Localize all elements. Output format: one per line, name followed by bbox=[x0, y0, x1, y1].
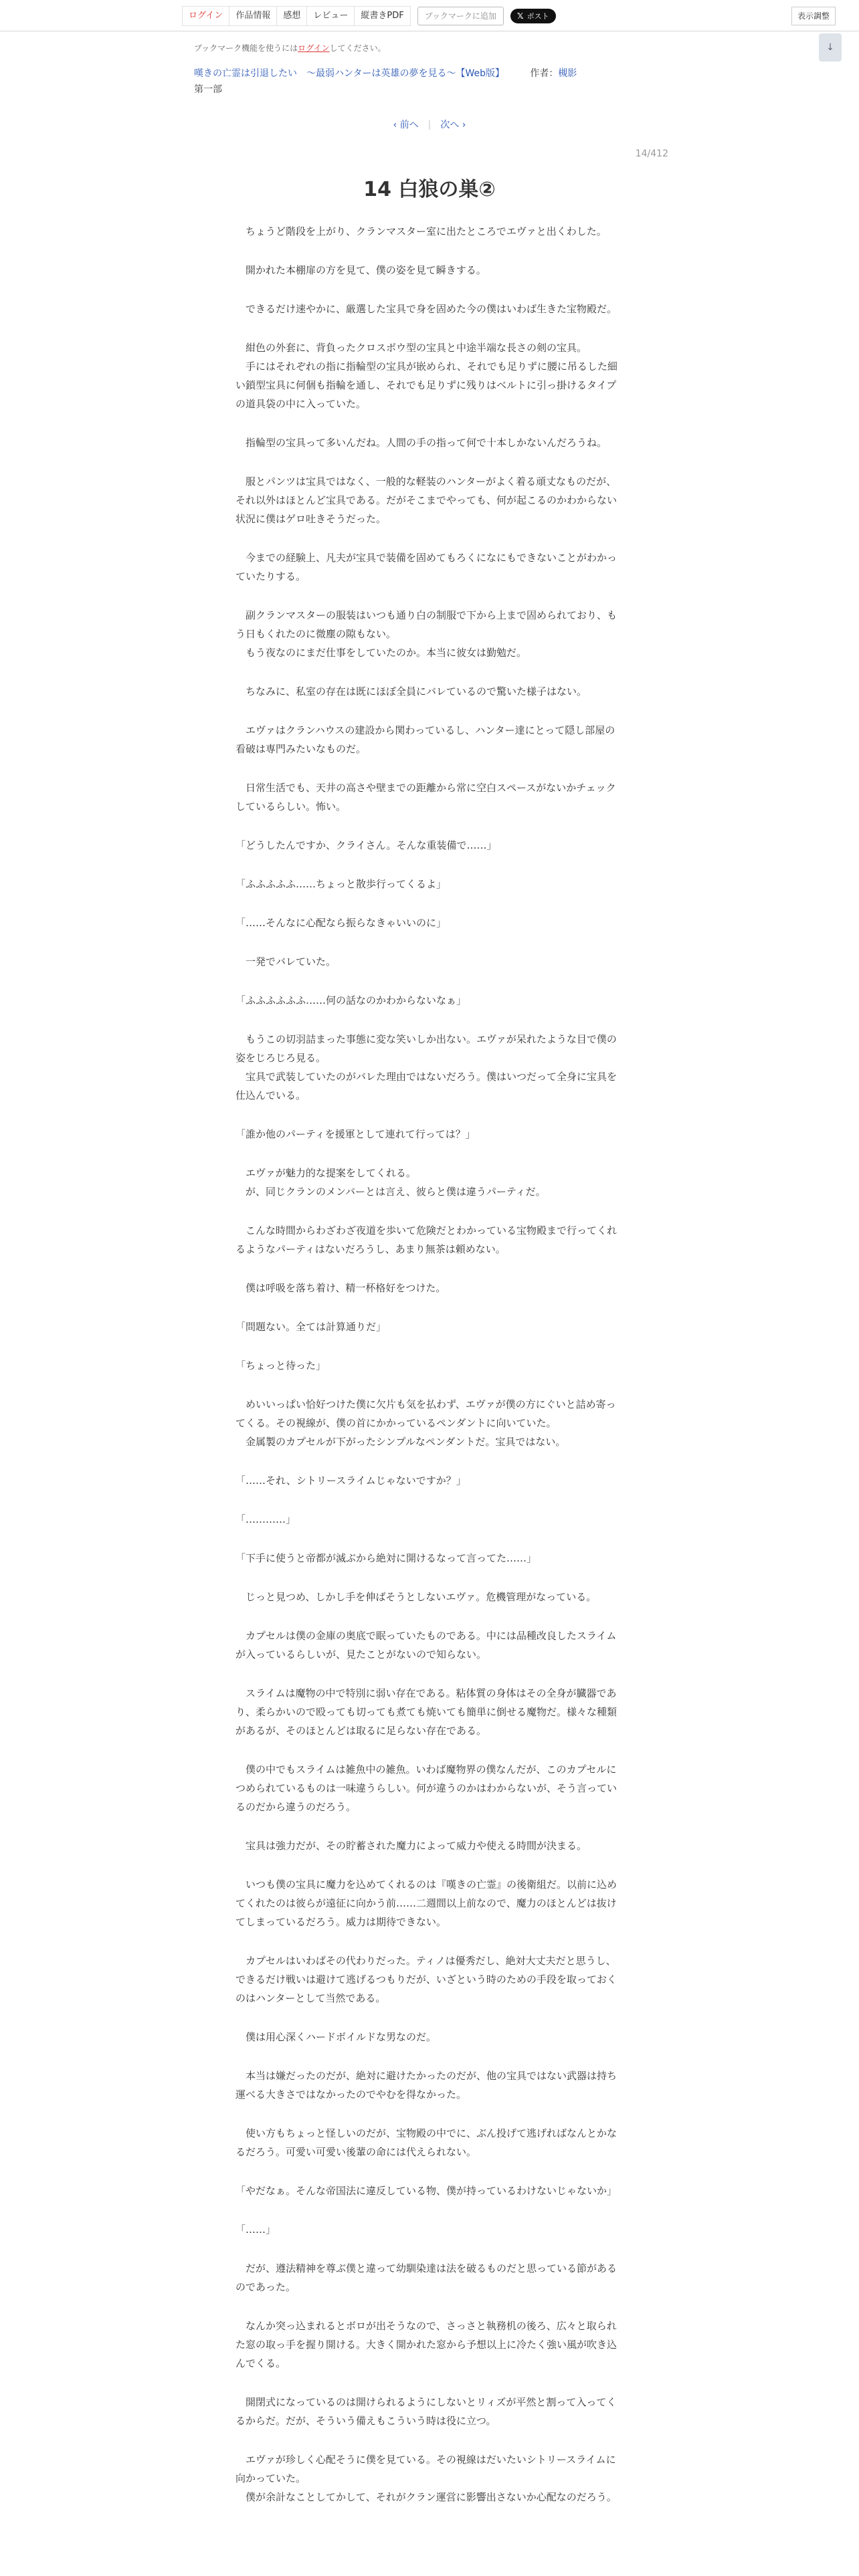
login-link[interactable]: ログイン bbox=[182, 6, 229, 26]
body-paragraph: じっと見つめ、しかし手を伸ばそうとしないエヴァ。危機管理がなっている。 bbox=[235, 1591, 597, 1603]
body-paragraph: 日常生活でも、天井の高さや壁までの距離から常に空白スペースがないかチェックしているらしい。怖い。 bbox=[235, 782, 616, 813]
pager-divider: | bbox=[427, 120, 432, 130]
body-paragraph: 開閉式になっているのは開けられるようにしないとリィズが平然と割って入ってくるからだ。だが、そういう備えもこういう時は役に立つ。 bbox=[235, 2396, 617, 2427]
body-paragraph: 僕は用心深くハードボイルドな男なのだ。 bbox=[235, 2031, 437, 2043]
page-number: 14/412 bbox=[635, 148, 668, 159]
body-paragraph: 僕は呼吸を落ち着け、精一杯格好をつけた。 bbox=[235, 1282, 446, 1294]
body-paragraph: 宝具は強力だが、その貯蓄された魔力によって威力や使える時間が決まる。 bbox=[235, 1840, 587, 1852]
body-paragraph: なんか突っ込まれるとボロが出そうなので、さっさと執務机の後ろ、広々と取られた窓の取っ手を握り開ける。大きく開かれた窓から予想以上に冷たく強い風が吹き込んでくる。 bbox=[235, 2320, 617, 2369]
body-paragraph: めいいっぱい恰好つけた僕に欠片も気を払わず、エヴァが僕の方にぐいと詰め寄ってくる。その視線が、僕の首にかかっているペンダントに向いていた。 金属製のカプセルが下がったシンプルなペンダントだ。宝具ではない。 bbox=[235, 1398, 616, 1448]
top-bar bbox=[0, 0, 859, 31]
vertical-pdf-link[interactable]: 縦書きPDF bbox=[355, 6, 410, 26]
body-paragraph: 「…………」 bbox=[235, 1513, 296, 1525]
body-paragraph: カプセルは僕の金庫の奥底で眠っていたものである。中には品種改良したスライムが入っているらしいが、見たことがないので知らない。 bbox=[235, 1630, 617, 1660]
work-info-link[interactable]: 作品情報 bbox=[229, 6, 277, 26]
body-paragraph: ちょうど階段を上がり、クランマスター室に出たところでエヴァと出くわした。 bbox=[235, 225, 607, 237]
body-paragraph: カプセルはいわばその代わりだった。ティノは優秀だし、絶対大丈夫だと思うし、できるだけ戦いは避けて逃げるつもりだが、いざという時のための手段を取っておくのはハンターとして当然である。 bbox=[235, 1955, 617, 2004]
body-paragraph: 副クランマスターの服装はいつも通り白の制服で下から上まで固められており、もう日もくれたのに微塵の隙もない。 もう夜なのにまだ仕事をしていたのか。本当に彼女は勤勉だ。 bbox=[235, 609, 617, 659]
impressions-link[interactable]: 感想 bbox=[277, 6, 307, 26]
body-paragraph: もうこの切羽詰まった事態に変な笑いしか出ない。エヴァが呆れたような目で僕の姿をじろじろ見る。 宝具で武装していたのがバレた理由ではないだろう。僕はいつだって全身に宝具を仕込んでいる。 bbox=[235, 1033, 617, 1101]
body-paragraph: 本当は嫌だったのだが、絶対に避けたかったのだが、他の宝具ではない武器は持ち運べる大きさではなかったのでやむを得なかった。 bbox=[235, 2070, 617, 2101]
body-paragraph: こんな時間からわざわざ夜道を歩いて危険だとわかっている宝物殿まで行ってくれるようなパーティはないだろうし、あまり無茶は頼めない。 bbox=[235, 1224, 617, 1255]
body-paragraph: 「下手に使うと帝都が滅ぶから絶対に開けるなって言ってた……」 bbox=[235, 1552, 537, 1564]
author-link[interactable]: 槻影 bbox=[558, 68, 577, 79]
x-share-label: ポスト bbox=[527, 12, 549, 21]
body-paragraph: 「ふふふふふふ……何の話なのかわからないなぁ」 bbox=[235, 994, 467, 1006]
notice-suffix: してください。 bbox=[329, 43, 386, 53]
body-paragraph: 紺色の外套に、背負ったクロスボウ型の宝具と中途半端な長さの剣の宝具。 手にはそれぞれの指に指輪型の宝具が嵌められ、それでも足りずに腰に吊るした細い鎖型宝具に何個も指輪を通し、それでも足りずに残りはベルトに引っ掛けるタイプの道具袋の中に入っていた。 bbox=[235, 342, 617, 410]
episode-title: 14 白狼の巣② bbox=[363, 178, 496, 201]
pager bbox=[0, 118, 859, 131]
body-paragraph: 「問題ない。全ては計算通りだ」 bbox=[235, 1321, 387, 1333]
chevron-down-icon: ↓ bbox=[826, 42, 834, 53]
x-logo-icon: 𝕏 bbox=[516, 11, 524, 21]
display-settings-button[interactable]: 表示調整 bbox=[791, 7, 836, 25]
author-label: 作者： bbox=[530, 68, 559, 79]
body-paragraph: 今までの経験上、凡夫が宝具で装備を固めてもろくになにもできないことがわかっていたりする。 bbox=[235, 552, 617, 582]
body-paragraph: 開かれた本棚扉の方を見て、僕の姿を見て瞬きする。 bbox=[235, 264, 486, 276]
body-paragraph: だが、遵法精神を尊ぶ僕と違って幼馴染達は法を破るものだと思っている節があるのであった。 bbox=[235, 2262, 617, 2293]
bookmark-add-button[interactable]: ブックマークに追加 bbox=[417, 7, 504, 25]
chapter-label: 第一部 bbox=[194, 84, 222, 95]
body-paragraph: エヴァが珍しく心配そうに僕を見ている。その視線はだいたいシトリースライムに向かっていた。 僕が余計なことしてかして、それがクラン運営に影響出さないか心配なのだろう。 bbox=[235, 2454, 617, 2503]
body-paragraph: 「……」 bbox=[235, 2224, 276, 2236]
top-nav bbox=[182, 6, 556, 26]
x-share-button[interactable] bbox=[510, 9, 556, 23]
body-paragraph: 使い方もちょっと怪しいのだが、宝物殿の中でに、ぶん投げて逃げればなんとかなるだろう。可愛い可愛い後輩の命には代えられない。 bbox=[235, 2127, 617, 2158]
body-paragraph: 指輪型の宝具って多いんだね。人間の手の指って何で十本しかないんだろうね。 bbox=[235, 437, 607, 449]
notice-prefix: ブックマーク機能を使うには bbox=[194, 43, 298, 53]
body-paragraph: スライムは魔物の中で特別に弱い存在である。粘体質の身体はその全身が臓器であり、柔らかいので殴っても切っても煮ても焼いても簡単に倒せる魔物だ。様々な種類があるが、そのほとんどは取るに足らない存在である。 bbox=[235, 1687, 617, 1737]
body-paragraph: 「ふふふふふ……ちょっと散歩行ってくるよ」 bbox=[235, 878, 447, 890]
series-title-link[interactable]: 嘆きの亡霊は引退したい ～最弱ハンターは英雄の夢を見る～【Web版】 bbox=[194, 68, 504, 79]
body-paragraph: エヴァが魅力的な提案をしてくれる。 が、同じクランのメンバーとは言え、彼らと僕は違うパーティだ。 bbox=[246, 1167, 546, 1198]
notice-login-link[interactable]: ログイン bbox=[298, 43, 330, 53]
body-paragraph: 「どうしたんですか、クライさん。そんな重装備で……」 bbox=[235, 839, 497, 851]
body-paragraph: 「ちょっと待った」 bbox=[235, 1360, 326, 1372]
body-paragraph: ちなみに、私室の存在は既にほぼ全員にバレているので驚いた様子はない。 bbox=[235, 685, 587, 697]
next-link[interactable]: 次へ › bbox=[440, 120, 466, 130]
body-paragraph: 服とパンツは宝具ではなく、一般的な軽装のハンターがよく着る頑丈なものだが、それ以外はほとんど宝具である。だがそこまでやっても、何が起こるのかわからない状況に僕はゲロ吐きそうだった。 bbox=[235, 475, 617, 525]
body-paragraph: 「……それ、シトリースライムじゃないですか？」 bbox=[235, 1475, 466, 1487]
body-paragraph: 「誰か他のパーティを援軍として連れて行っては？」 bbox=[235, 1128, 476, 1140]
body-paragraph: 「やだなぁ。そんな帝国法に違反している物、僕が持っているわけないじゃないか」 bbox=[235, 2185, 617, 2197]
bookmark-login-notice bbox=[194, 42, 386, 53]
body-paragraph: 僕の中でもスライムは雑魚中の雑魚。いわば魔物界の僕なんだが、このカプセルにつめられているものは一味違うらしい。何が違うのかはわからないが、そう言っているのだから違うのだろう。 bbox=[235, 1763, 617, 1813]
prev-link[interactable]: ‹ 前へ bbox=[393, 120, 419, 130]
body-paragraph: いつも僕の宝具に魔力を込めてくれるのは『嘆きの亡霊』の後衛組だ。以前に込めてくれたのは彼らが遠征に向かう前……二週間以上前なので、魔力のほとんどは抜けてしまっているだろう。威力は期待できない。 bbox=[235, 1879, 617, 1928]
review-link[interactable]: レビュー bbox=[307, 6, 355, 26]
scroll-down-button[interactable] bbox=[819, 33, 842, 62]
body-paragraph: できるだけ速やかに、厳選した宝具で身を固めた今の僕はいわば生きた宝物殿だ。 bbox=[235, 303, 617, 315]
body-paragraph: 一発でバレていた。 bbox=[235, 956, 337, 968]
body-paragraph: 「……そんなに心配なら振らなきゃいいのに」 bbox=[235, 917, 447, 929]
series-header bbox=[194, 66, 577, 80]
body-paragraph: エヴァはクランハウスの建設から関わっているし、ハンター達にとって隠し部屋の看破は専門みたいなものだ。 bbox=[235, 724, 615, 755]
episode-body bbox=[235, 222, 625, 2527]
